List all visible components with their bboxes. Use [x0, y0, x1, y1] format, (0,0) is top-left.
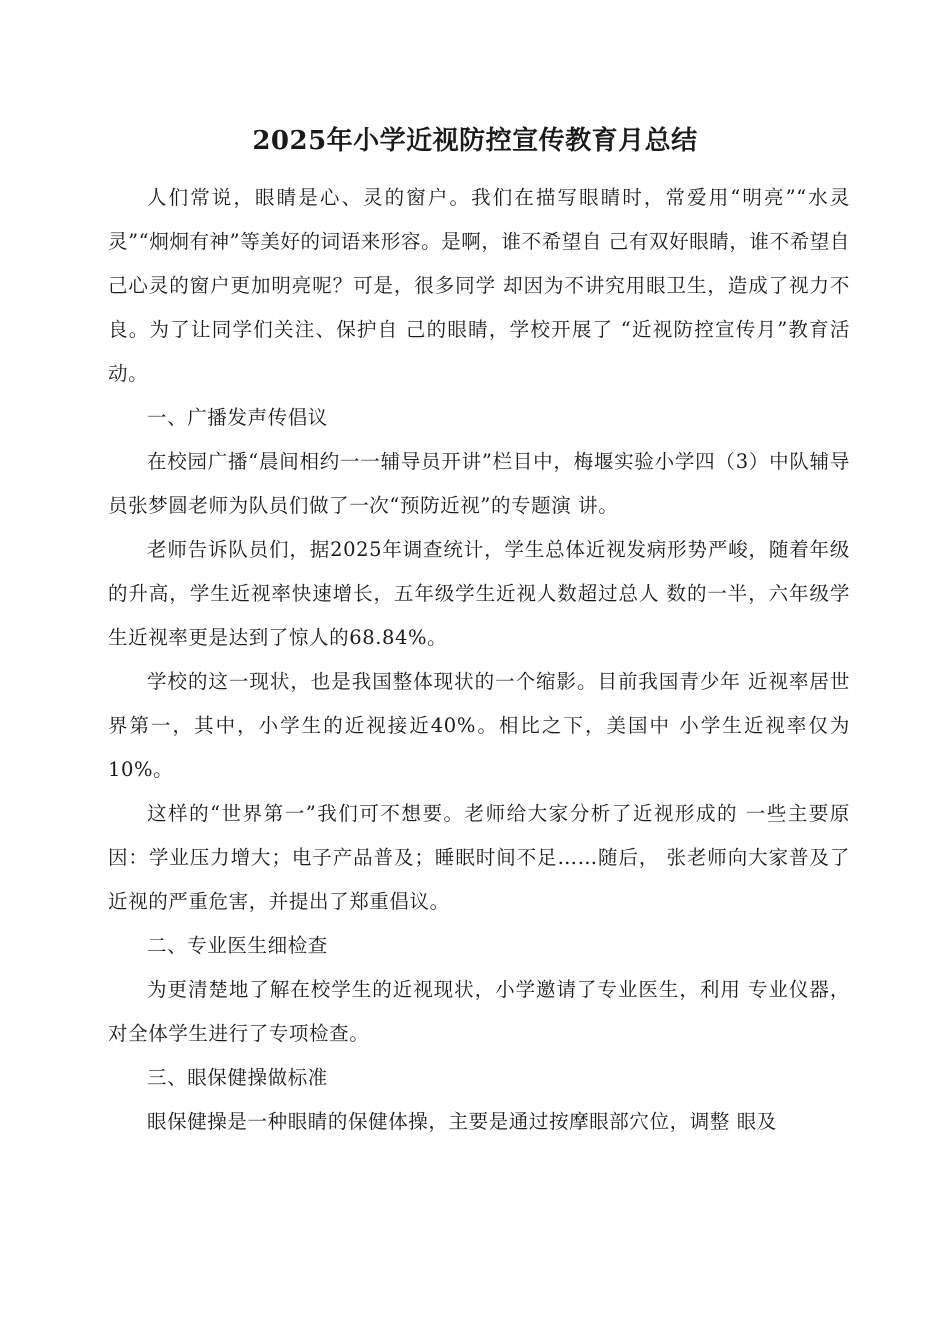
- national-status-paragraph: 学校的这一现状，也是我国整体现状的一个缩影。目前我国青少年 近视率居世界第一，其中，小学生的近视接近40%。相比之下，美国中 小学生近视率仅为10%。: [108, 670, 850, 781]
- section-heading-checkup: 二、专业医生细检查: [147, 934, 328, 957]
- eye-exercise-paragraph: 眼保健操是一种眼睛的保健体操，主要是通过按摩眼部穴位，调整 眼及: [147, 1110, 777, 1133]
- statistics-paragraph: 老师告诉队员们，据2025年调查统计，学生总体近视发病形势严峻，随着年级的升高，学生近视率快速增长，五年级学生近视人数超过总人 数的一半，六年级学生近视率更是达到了惊人的68.84%。: [108, 538, 850, 649]
- section-heading-broadcast: 一、广播发声传倡议: [147, 406, 328, 429]
- section-heading-eye-exercise: 三、眼保健操做标准: [147, 1066, 328, 1089]
- document-title: 2025年小学近视防控宣传教育月总结: [252, 126, 698, 157]
- checkup-paragraph: 为更清楚地了解在校学生的近视现状，小学邀请了专业医生，利用 专业仪器，对全体学生进行了专项检查。: [108, 978, 850, 1045]
- document-body: [108, 176, 850, 1144]
- broadcast-paragraph: 在校园广播“晨间相约一一辅导员开讲”栏目中，梅堰实验小学四（3）中队辅导员张梦圆老师为队员们做了一次“预防近视”的专题演 讲。: [108, 450, 850, 517]
- causes-paragraph: 这样的“世界第一”我们可不想要。老师给大家分析了近视形成的 一些主要原因：学业压力增大；电子产品普及；睡眠时间不足……随后， 张老师向大家普及了近视的严重危害，并提出了郑重倡议。: [108, 802, 850, 913]
- intro-paragraph: 人们常说，眼睛是心、灵的窗户。我们在描写眼睛时，常爱用“明亮”“水灵灵”“炯炯有神”等美好的词语来形容。是啊，谁不希望自 己有双好眼睛，谁不希望自己心灵的窗户更加明亮呢？可是，很多同学 却因为不讲究用眼卫生，造成了视力不良。为了让同学们关注、保护自 己的眼睛，学校开展了 “近视防控宣传月”教育活动。: [108, 186, 851, 385]
